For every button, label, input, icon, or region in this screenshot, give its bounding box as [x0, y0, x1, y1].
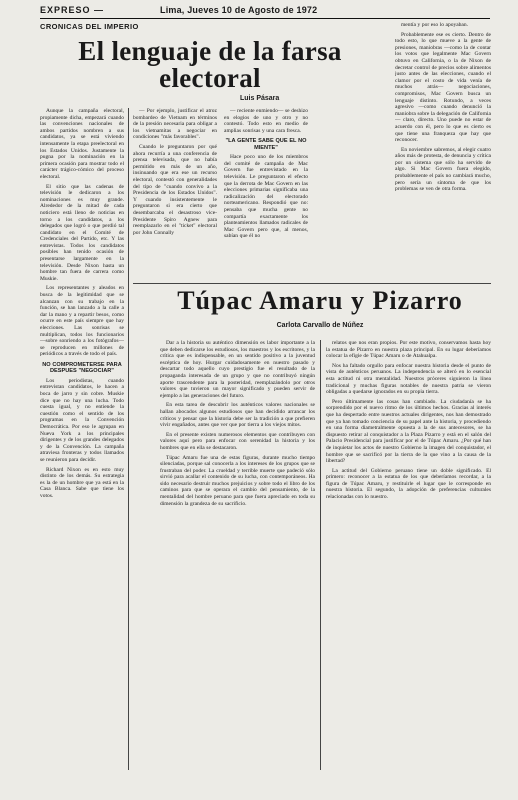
subheading: "LA GENTE SABE QUE EL NO MIENTE" [225, 138, 307, 151]
article2-headline: Túpac Amaru y Pizarro [177, 286, 463, 315]
paragraph: mentía y por eso lo apoyaban. [401, 22, 468, 28]
horizontal-rule [133, 283, 491, 284]
masthead [40, 4, 490, 19]
paragraph: Dar a la historia su auténtico dimensión es labor importante a la que deben dedicarse los estudiosos, los maestros y los escritores, y la crítica que es indispensable, en un sentido positivo a la juventud escéptica de hoy. Hurgar cuidadosamente en nuestro pasado y descartar todo aquello cuyo prestigio fue el resultado de la propaganda interesada de un grupo y que no contribuyó ningún aporte trascendente para la posteridad, reemplazándolo por otros valores que tuvieron un mayor significado y pueden servir de ejemplo a las generaciones del futuro. [160, 340, 315, 399]
column-rule [320, 340, 321, 770]
paragraph: Aunque la campaña electoral, propiamente dicha, empezará cuando las convenciones nacionales de ambos partidos nombren a sus candidatos, ya se está viviendo intensamente la etapa preelectoral en los Estados Unidos. Justamente la pugna por la nominación en la primera ocasión para mostrar todo el carácter trágico-cómico del proceso electoral. [40, 108, 124, 180]
section-title: CRONICAS DEL IMPERIO [40, 22, 139, 31]
paragraph: — Por ejemplo, justificar el atroz bombardeo de Vietnam en términos de la presión necesaria para obligar a los vietnamitas a negociar en condiciones "más favorables". [133, 108, 217, 141]
paragraph: El sitio que las cadenas de televisión le dedicaron a los nominaciones es muy grande. Alrededor de la mitad de cada noticiero está lleno de noticias en torno a los candidatos, a los delegados que logró o que perdió tal candidato en el Comité de Credenciales del Partido, etc. Y las entrevistas. Todos los candidatos posibles han tenido ocasión de presentarse largamente en la televisión. Desde Nixon hasta un hombre tan fuera de carrera como Muskie. [40, 183, 124, 282]
paragraph: Túpac Amaru fue una de estas figuras, durante mucho tiempo silenciadas, porque sal conocerla a los intereses de los grupos que se frustraban del poder. La crueldad y terrible muerte que padeció sólo sirvió para acallar el contenido de su lucha, con contemporáneos. Ha sido necesario destruir muchos prejuicios y sobre todo el libro de los caminos para que se operara el cambio del pensamiento, de la mentalidad del hombre peruano para que fuera apreciado en toda su dimensión la grandeza de su sacrificio. [160, 454, 315, 507]
paragraph: En noviembre sabremos, al elegir cuatro años más de protesta, de denuncia y crítica por un sistema que sólo ha servido de algo. Si Mac Govern fuera elegido, probablemente el país no cambiará mucho, pero sería un síntoma de que los problemas se ven de otra forma. [395, 146, 491, 193]
article1-column-2 [133, 108, 217, 280]
paragraph: En esta tarea de descubrir los auténticos valores nacionales se hallan abocados algunos estudiosos que han decidido arrancar los críticos y pensar que la historia debe ser la tradición a que prefieren vivir engañados, antes que ver que por tierra a los viejos mitos. [160, 402, 315, 429]
paragraph: — reciente enmiendo— se deshizo en elogios de uno y otro y no contestó. Todo esto en medio de amplias sonrisas y una cara fresca. [224, 108, 308, 134]
article1-column-1 [40, 108, 124, 770]
article1-column-4 [395, 22, 491, 278]
column-rule [128, 108, 129, 770]
article1-headline: El lenguaje de la farsa electoral [78, 36, 342, 93]
subheading: NO COMPROMETERSE PARA DESPUES "NEGOCIAR" [42, 361, 122, 375]
paragraph: La actitud del Gobierno peruano tiene un doble significado. El primero: reconocer a la estatua de los que deberíamos recordar, a la figura de Túpac Amaru, y restituirle el lugar que le corresponde en nuestra historia. El segundo, la adopción de preferencias culturales relacionadas con lo nuestro. [326, 467, 491, 501]
paragraph: En el presente existen numerosos elementos que contribuyen con valores aquí pero para enfocar con serenidad la historia y los hombres que en ella se destacaron. [160, 431, 315, 451]
paragraph: Richard Nixon es en esto muy distinto de los demás. Su estrategia es la de un hombre que ya está en la Casa Blanca. Sabe que tiene los votos. [40, 466, 124, 499]
article2-column-2 [326, 340, 491, 770]
paragraph: Hace poco uno de los miembros del comité de campaña de Mac Govern fue entrevistado en la televisión. Le preguntaron el efecto que la derrota de Mac Govern en las elecciones primarias significaba una radicalización del electorado norteamericano. Respondió que no: pensaba que mucha gente no compartía exactamente los planteamientos llamados radicales de Mac Govern pero que, al menos, sabían que él no [224, 154, 308, 240]
paragraph: Pero últimamente las cosas han cambiado. La ciudadanía se ha sorprendido por el nuevo ritmo de los últimos hechos. Gracias al interés que ha despertado entre nuestros actuales dirigentes, nos han demostrado que ya han tomado conciencia de su papel ante la historia, y procediendo en una forma diametralmente opuesta a la de sus antecesores, se ha dispuesto retirar al conquistador a la Plaza Pizarro y está en el salón del Palacio Presidencial para justificar por el de Túpac Amaru. ¿Por qué han de inquietar los actos de nuestro Gobierno la imagen del conquistador, el hombre que se sacrificó por la tierra de la que vino a la causa de la libertad? [326, 398, 491, 465]
article1-byline: Luis Pásara [240, 95, 280, 102]
paragraph: Nos ha faltado orgullo para enfocar nuestra historia desde el punto de vista de auténticos peruanos. La independencia se alteró en lo esencial esta actitud ni otra mentalidad. Nuestros próceres siguieron la línea tradicional y muchas figuras notables de nuestra patria se vieron obligadas a quedarse ignorados en su propia tierra. [326, 362, 491, 396]
masthead-date: Lima, Jueves 10 de Agosto de 1972 [160, 5, 318, 15]
article1-column-3 [224, 108, 308, 280]
paragraph: relatos que nos eran propios. Por este motivo, conservamos hasta hoy la estatua de Pizarro en nuestra plaza principal. En su lugar deberíamos colocar la efigie de Túpac Amaru o de Atahualpa. [326, 340, 491, 360]
masthead-brand: EXPRESO — [40, 5, 105, 15]
paragraph: Cuando le preguntaron por qué ahora recurría a una conferencia de prensa televisada, que no había permitido en más de un año, insinuando que era ese un recurso electoral, contestó con generalidades del tipo de "cuando convivo a la Presidencia de los Estados Unidos". Y cuando insistentemente le preguntaron si era cierto que desembarcaba el desastroso vice-Presidente Spiro Agnew para reemplazarlo en el "ticket" electoral por John Connally [133, 143, 217, 236]
article2-byline: Carlota Carvallo de Núñez [276, 322, 364, 329]
article2-column-1 [160, 340, 315, 770]
paragraph: Los representantes y aleados en busca de la legitimidad que se alcanzan con su trabajo en la función, se han lanzado a la calle a dar la mano y a repartir besos, como ocurre en este país siempre que hay elecciones. Las sonrisas se multiplican, todos los funcionarios —sobre sonriendo a los fotógrafos— se reproducen en millones de periódicos a través de todo el país. [40, 285, 124, 358]
paragraph: Los periodistas, cuando entrevistan candidatos, le hacen a boca de jarro y sin cobre. Muskie dice que no hay una lucha. Todo cuesta igual, y no entiende la cuestión como el sentido de los programas en la Convención Democrática. Por eso le agrupan en Nueva York a los principales dirigentes y de los grandes delegados y de la Convención. La campaña atraviesa fronteras y todos llamados se reunieron para decidir. [40, 377, 124, 463]
paragraph: Probablemente ese es cierto. Dentro de todo esto, lo que mueve a la gente de presiones, maniobras —como la de contar los votos que legalmente Mac Govern obtuvo en California, o la de Nixon de decretar control de precios sobre alimentos justo antes de las elecciones, cuando el clamor por el costo de vida venía de muchos atrás— negociaciones, compromisos, Mac Govern busca un lenguaje distinto. Rotundo, a veces agresivo —como cuando denunció la maniobra sobre la delegación de California— claro, directo. Uno puede no estar de acuerdo con él, pero lo que es cierto es que tiene una franqueza que hay que reconocer. [395, 31, 491, 144]
